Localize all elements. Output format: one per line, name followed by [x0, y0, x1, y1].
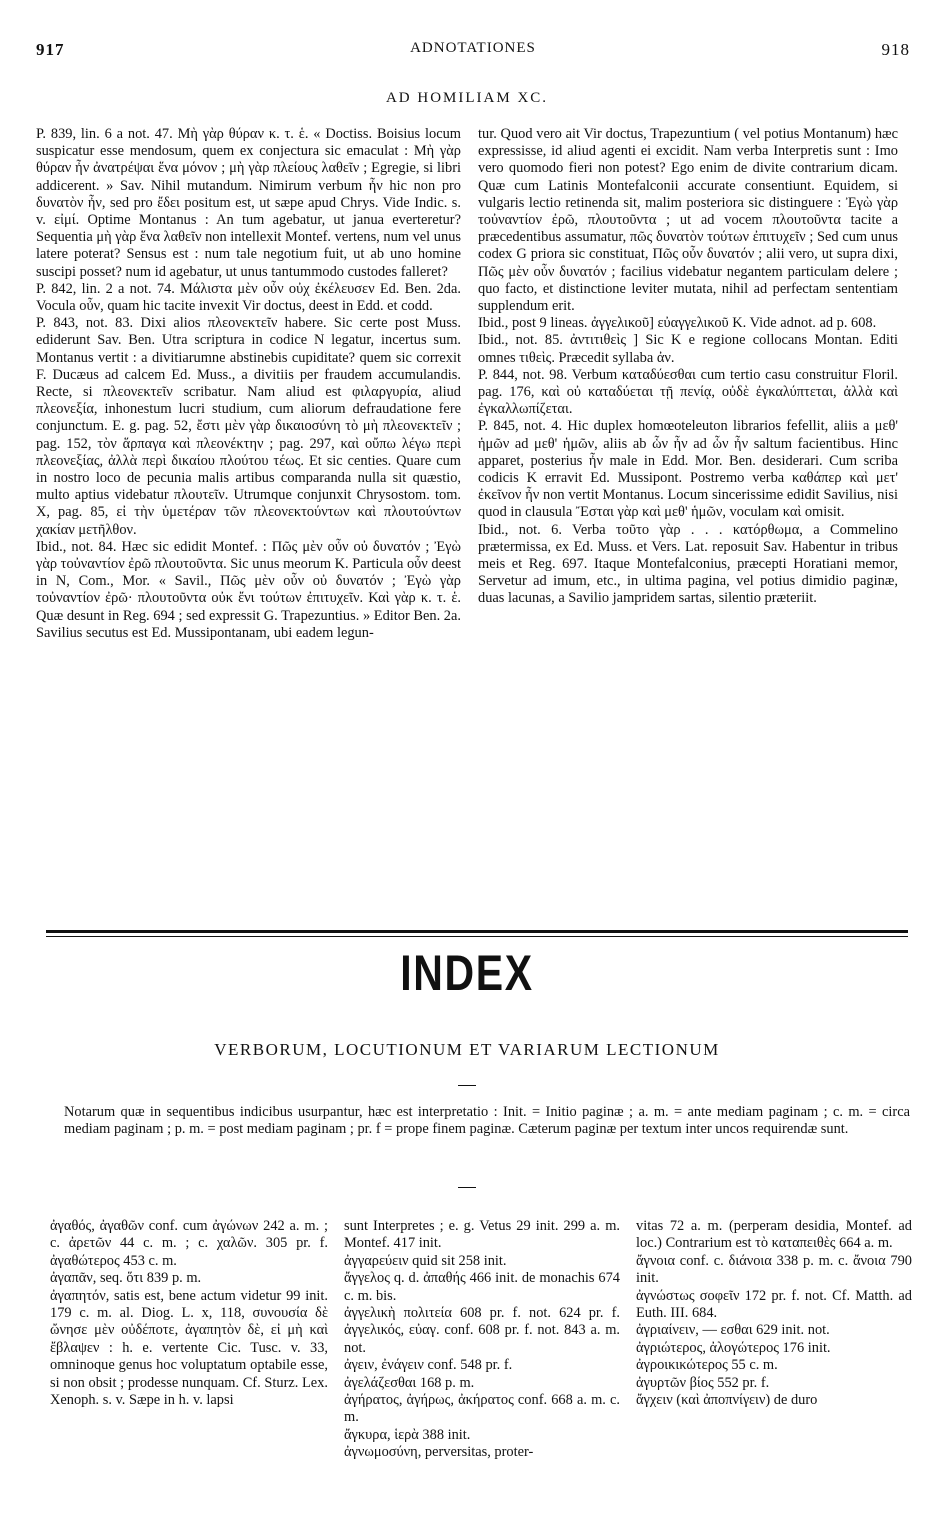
section-divider-thin — [46, 936, 908, 937]
annotations-column-right — [478, 126, 898, 608]
annotations-column-left — [36, 126, 461, 642]
section-divider-thick — [46, 930, 908, 933]
page-number-right: 918 — [881, 40, 910, 59]
running-title: ADNOTATIONES — [410, 40, 536, 56]
index-entry: ἀγυρτῶν βίος 552 pr. f. — [636, 1374, 770, 1391]
index-entry: ἀγαθός, ἀγαθῶν conf. cum ἀγώνων 242 a. m. ; c. ἀρετῶν 44 c. m. ; c. χαλῶν. 305 pr. f. ἀγαθώτερος 453 c. m. — [50, 1218, 328, 1269]
index-column-2 — [344, 1218, 620, 1462]
annotation-paragraph: P. 843, not. 83. Dixi alios πλεονεκτεῖν habere. Sic certe post Muss. ediderunt Sav. Ben. Utra scriptura in codice N legatur, incertus sum. Montanus vertit : a divitiarumne abstinebis cupiditate? quem sic correxit F. Ducæus ad calcem Ed. Muss., a divitiis per fraudem accumulandis. Recte, si πλεονεκτεῖν scribatur. Nam aliud est φιλαργυρία, aliud πλεονεξία, inhonestum lucri studium, cum aliorum defraudatione fere conjunctum. E. g. pag. 52, ἔστι μὲν γὰρ δικαιοσύνη τὸ μὴ πλεονεκτεῖν ; pag. 152, τὸν ἅρπαγα καὶ πλεονέκτην ; pag. 297, καὶ οὔπω λέγω περὶ πλεονεξίας, ἀλλὰ περὶ δικαίου πλούτου τέως. Et sic centies. Quare cum in nostro loco de pecunia malis artibus comparanda nulla sit quæstio, multo aptius videbatur πλουτεῖν. Utrumque conjunxit Chrysostom. tom. X, pag. 85, εἰ τὴν ὑμετέραν τῶν πλεονεκτούντων καὶ πλουτούντων χακίαν μετῆλθον. — [36, 315, 461, 538]
annotation-paragraph: Ibid., not. 84. Hæc sic edidit Montef. : Πῶς μὲν οὖν οὐ δυνατόν ; Ἐγὼ γὰρ τοὐναντίον ἐρῶ πλουτοῦντα. Sic unus meorum K. Particula οὖν deest in N, Com., Mor. « Savil., Πῶς μὲν οὖν οὐ δυνατόν ; Ἐγὼ γὰρ τοὐναντίον ἐρῶ· πλουτοῦντα οὐκ ἔνι τούτων ἐπιτυχεῖν. Καὶ γὰρ κ. τ. ἑ. Quæ desunt in Reg. 694 ; sed expressit G. Trapezuntius. » Editor Ben. 2a. Savilius secutus est Ed. Mussipontanam, ubi eadem legun- — [36, 538, 461, 641]
index-entry: ἀγγαρεύειν quid sit 258 init. — [344, 1252, 507, 1269]
index-entry: ἀγγελικὴ πολιτεία 608 pr. f. not. 624 pr. f. ἀγγελικός, εὐαγ. conf. 608 pr. f. not. 843 a. m. not. — [344, 1305, 620, 1356]
index-entry: ἀγαπητόν, satis est, bene actum videtur 99 init. 179 c. m. al. Diog. L. x, 118, συνουσία δὲ ὤνησε μὲν οὐδέποτε, ἀγαπητὸν δὲ, εἰ μὴ καὶ ἔβλαψεν : h. e. vertente Cic. Tusc. v. 33, omninoque genus hoc voluptatum optabile esse, si non obsit ; prodesse nunquam. Cf. Sturz. Lex. Xenoph. s. v. Sæpe in h. v. lapsi — [50, 1287, 328, 1409]
annotation-paragraph: Ibid., not. 85. ἀντιτιθεὶς ] Sic K e regione collocans Montan. Editi omnes τιθεὶς. Præcedit syllaba ἀν. — [478, 332, 898, 366]
index-entry: ἀγνωμοσύνη, perversitas, proter- — [344, 1444, 534, 1461]
annotation-paragraph: Ibid., not. 6. Verba τοῦτο γὰρ . . . κατόρθωμα, a Commelino prætermissa, ex Ed. Muss. et Vers. Lat. reposuit Sav. Habentur in tribus meis et Reg. 697. Itaque Montefalconius, præcepti Horatiani memor, Servetur ad imum, etc., in ultima pagina, vel potius dimidio paginæ, duas lacunas, a Savilio jampridem sartas, silentio præteriit. — [478, 521, 898, 607]
annotation-paragraph: tur. Quod vero ait Vir doctus, Trapezuntium ( vel potius Montanum) hæc expressisse, id aliud agenti ei excidit. Nam verba Interpretis sunt : Imo vero quomodo fieri non potest? Ego enim de divite contrarium dicam. Quæ cum Latinis Montefalconii accurate consentiunt. Equidem, si vulgaris lectio retinenda sit, malim posteriora sic distinguere : Ἐγὼ γὰρ τοὐναντίον ἐρῶ, πλουτοῦντα ; ut ad vocem πλουτοῦντα tacite a præcedentibus assumatur, πῶς δυνατὸν τούτων ἐπιτυχεῖν ; Sed cum unus codex G priora sic constituat, Πῶς οὖν δυνατόν ; alii vero, ut supra dixi, Πῶς μὲν οὖν δυνατόν ; facilius videbatur negantem particulam delere ; quo facto, et distinctione leviter mutata, nihil ad perfectam sententiam supplendum erit. — [478, 126, 898, 315]
annotation-paragraph: P. 844, not. 98. Verbum καταδύεσθαι cum tertio casu construitur Floril. pag. 176, καὶ οὐ καταδύεται τῇ πενίᾳ, οὐδὲ ἐγκαλύπτεται, ἀλλὰ καὶ ἐγκαλλωπίζεται. — [478, 366, 898, 418]
index-column-1 — [50, 1218, 328, 1409]
index-entry: ἄγγελος q. d. ἀπαθής 466 init. de monachis 674 c. m. bis. — [344, 1270, 620, 1304]
annotation-paragraph: P. 839, lin. 6 a not. 47. Μὴ γὰρ θύραν κ. τ. ἑ. « Doctiss. Boisius locum suspicatur esse mendosum, quem ex conjectura sic emaculat : Μὴ γὰρ θύραν ἦν ἀνατρέψαι ἕνα μόνον ; μὴ γὰρ πλείους λαθεῖν ; Egregie, si libri addicerent. » Sav. Nihil mutandum. Nimirum verbum ἦν hic non pro δυνατὸν ἦν, sed pro ἔδει positum est, ut sæpe apud Chrys. Vide Indic. s. v. εἰμί. Optime Montanus : An tum agebatur, ut janua everteretur? Sequentia μὴ γὰρ ἕνα λαθεῖν non intellexit Montef. vertens, num vel unus latere poterat? Sensus est : num tale negotium fuit, ut ab uno homine suscipi posset? num id agebatur, ut unus tantummodo custodes falleret? — [36, 126, 461, 280]
abbreviations-note: Notarum quæ in sequentibus indicibus usurpantur, hæc est interpretatio : Init. = Initio paginæ ; a. m. = ante mediam paginam ; c. m. = circa mediam paginam ; p. m. = post mediam paginam ; pr. f = prope finem paginæ. Cæterum paginæ per textum inter uncos requirendæ sunt. — [64, 1104, 910, 1138]
index-entry: ἀγριώτερος, ἀλογώτερος 176 init. — [636, 1339, 831, 1356]
short-rule — [458, 1187, 476, 1188]
short-rule — [458, 1085, 476, 1086]
annotation-paragraph: Ibid., post 9 lineas. ἀγγελικοῦ] εὐαγγελικοῦ K. Vide adnot. ad p. 608. — [478, 315, 877, 332]
index-subtitle: VERBORUM, LOCUTIONUM ET VARIARUM LECTIONUM — [214, 1040, 720, 1059]
index-entry: vitas 72 a. m. (perperam desidia, Montef. ad loc.) Contrarium est τὸ καταπειθὲς 664 a. m. — [636, 1218, 912, 1252]
index-entry: ἀγειν, ἐνάγειν conf. 548 pr. f. — [344, 1357, 513, 1374]
index-entry: ἀγαπᾶν, seq. ὅτι 839 p. m. — [50, 1270, 202, 1287]
index-column-3 — [636, 1218, 912, 1409]
index-entry: ἄγνοια conf. c. διάνοια 338 p. m. c. ἄνοια 790 init. — [636, 1252, 912, 1287]
section-subheading: AD HOMILIAM XC. — [385, 90, 549, 106]
page-header — [36, 40, 910, 64]
index-entry: ἀγροικικώτερος 55 c. m. — [636, 1357, 778, 1374]
index-title: INDEX — [400, 945, 534, 1001]
index-entry: ἀγριαίνειν, — εσθαι 629 init. not. — [636, 1322, 830, 1339]
page-number-left: 917 — [36, 40, 65, 59]
index-entry: sunt Interpretes ; e. g. Vetus 29 init. 299 a. m. Montef. 417 init. — [344, 1218, 620, 1252]
index-entry: ἀγήρατος, ἀγήρως, ἀκήρατος conf. 668 a. m. c. m. — [344, 1392, 620, 1426]
index-entry: ἄγχειν (καὶ ἀποπνίγειν) de duro — [636, 1392, 818, 1409]
index-entry: ἀγελάζεσθαι 168 p. m. — [344, 1374, 475, 1391]
index-entry: ἄγκυρα, ἱερὰ 388 init. — [344, 1426, 471, 1443]
annotation-paragraph: P. 845, not. 4. Hic duplex homœoteleuton librarios fefellit, aliis a μεθ' ἡμῶν ad μεθ' ἡμῶν, aliis ab ὧν ἦν ad ὧν ἦν saltum facientibus. Hinc apparet, posterius ἦν male in Edd. Mor. Ben. desiderari. Cum scriba codicis K erravit Ed. Mussipont. Postremo verba καθάπερ καὶ μετ' ἐκεῖνον ἦν non vertit Montanus. Locum sincerissime edidit Savilius, nisi quod in clausula Ἔσται γὰρ καὶ μεθ' ἡμῶν, voculam καὶ omisit. — [478, 418, 898, 521]
annotation-paragraph: P. 842, lin. 2 a not. 74. Μάλιστα μὲν οὖν οὐχ ἐκέλευσεν Ed. Ben. 2da. Vocula οὖν, quam hic tacite invexit Vir doctus, deest in Edd. et codd. — [36, 280, 461, 315]
index-entry: ἀγνώστως σοφεῖν 172 pr. f. not. Cf. Matth. ad Euth. III. 684. — [636, 1287, 912, 1322]
